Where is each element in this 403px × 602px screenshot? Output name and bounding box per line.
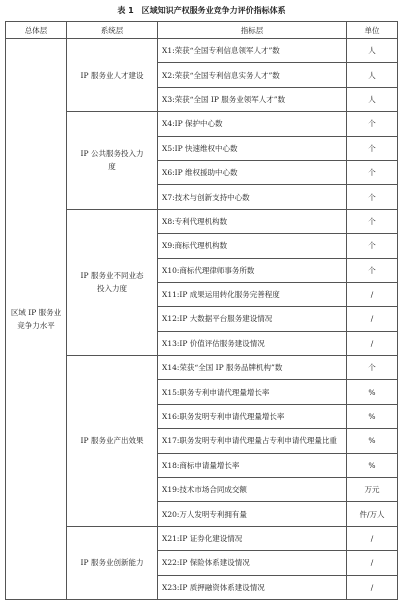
unit-cell: 个 [347, 258, 398, 282]
system-layer-cell: IP 服务业产出效果 [67, 356, 158, 527]
indicator-cell: X19:技术市场合同成交额 [158, 478, 347, 502]
indicator-cell: X6:IP 维权援助中心数 [158, 160, 347, 184]
header-unit: 单位 [347, 22, 398, 39]
indicator-cell: X21:IP 证券化建设情况 [158, 526, 347, 550]
unit-cell: % [347, 429, 398, 453]
indicator-cell: X15:职务专利申请代理量增长率 [158, 380, 347, 404]
unit-cell: / [347, 526, 398, 550]
unit-cell: % [347, 404, 398, 428]
header-system-layer: 系统层 [67, 22, 158, 39]
header-indicator-layer: 指标层 [158, 22, 347, 39]
indicator-cell: X5:IP 快速维权中心数 [158, 136, 347, 160]
unit-cell: 个 [347, 160, 398, 184]
table-caption: 表 1 区域知识产权服务业竞争力评价指标体系 [117, 6, 286, 15]
unit-cell: / [347, 307, 398, 331]
unit-cell: 人 [347, 87, 398, 111]
unit-cell: 万元 [347, 478, 398, 502]
indicator-cell: X8:专利代理机构数 [158, 209, 347, 233]
indicator-cell: X20:万人发明专利拥有量 [158, 502, 347, 526]
table-row [6, 39, 398, 63]
table-body [6, 39, 398, 600]
indicator-cell: X17:职务发明专利申请代理量占专利申请代理量比重 [158, 429, 347, 453]
header-general-layer: 总体层 [6, 22, 67, 39]
indicator-cell: X4:IP 保护中心数 [158, 112, 347, 136]
system-layer-cell: IP 服务业不同业态投入力度 [67, 209, 158, 355]
indicator-cell: X10:商标代理律师事务所数 [158, 258, 347, 282]
unit-cell: 个 [347, 234, 398, 258]
indicator-cell: X7:技术与创新支持中心数 [158, 185, 347, 209]
system-layer-cell: IP 公共服务投入力度 [67, 112, 158, 210]
unit-cell: % [347, 380, 398, 404]
unit-cell: 个 [347, 185, 398, 209]
unit-cell: / [347, 282, 398, 306]
indicator-cell: X12:IP 大数据平台服务建设情况 [158, 307, 347, 331]
unit-cell: 人 [347, 39, 398, 63]
system-layer-cell: IP 服务业创新能力 [67, 526, 158, 599]
indicator-cell: X22:IP 保险体系建设情况 [158, 551, 347, 575]
unit-cell: 个 [347, 356, 398, 380]
indicator-cell: X14:荣获“全国 IP 服务品牌机构”数 [158, 356, 347, 380]
indicator-cell: X13:IP 价值评估服务建设情况 [158, 331, 347, 355]
indicator-cell: X2:荣获“全国专利信息实务人才”数 [158, 63, 347, 87]
indicator-cell: X18:商标申请量增长率 [158, 453, 347, 477]
unit-cell: % [347, 453, 398, 477]
indicator-table [5, 21, 398, 600]
indicator-cell: X1:荣获“全国专利信息领军人才”数 [158, 39, 347, 63]
system-layer-cell: IP 服务业人才建设 [67, 39, 158, 112]
unit-cell: 个 [347, 112, 398, 136]
unit-cell: 个 [347, 136, 398, 160]
table-header-row [6, 22, 398, 39]
indicator-cell: X3:荣获“全国 IP 服务业领军人才”数 [158, 87, 347, 111]
unit-cell: 人 [347, 63, 398, 87]
unit-cell: / [347, 575, 398, 599]
general-layer-cell: 区域 IP 服务业竞争力水平 [6, 39, 67, 600]
unit-cell: / [347, 551, 398, 575]
indicator-cell: X9:商标代理机构数 [158, 234, 347, 258]
unit-cell: 个 [347, 209, 398, 233]
indicator-cell: X11:IP 成果运用转化服务完善程度 [158, 282, 347, 306]
indicator-cell: X16:职务发明专利申请代理量增长率 [158, 404, 347, 428]
unit-cell: / [347, 331, 398, 355]
unit-cell: 件/万人 [347, 502, 398, 526]
indicator-cell: X23:IP 质押融资体系建设情况 [158, 575, 347, 599]
